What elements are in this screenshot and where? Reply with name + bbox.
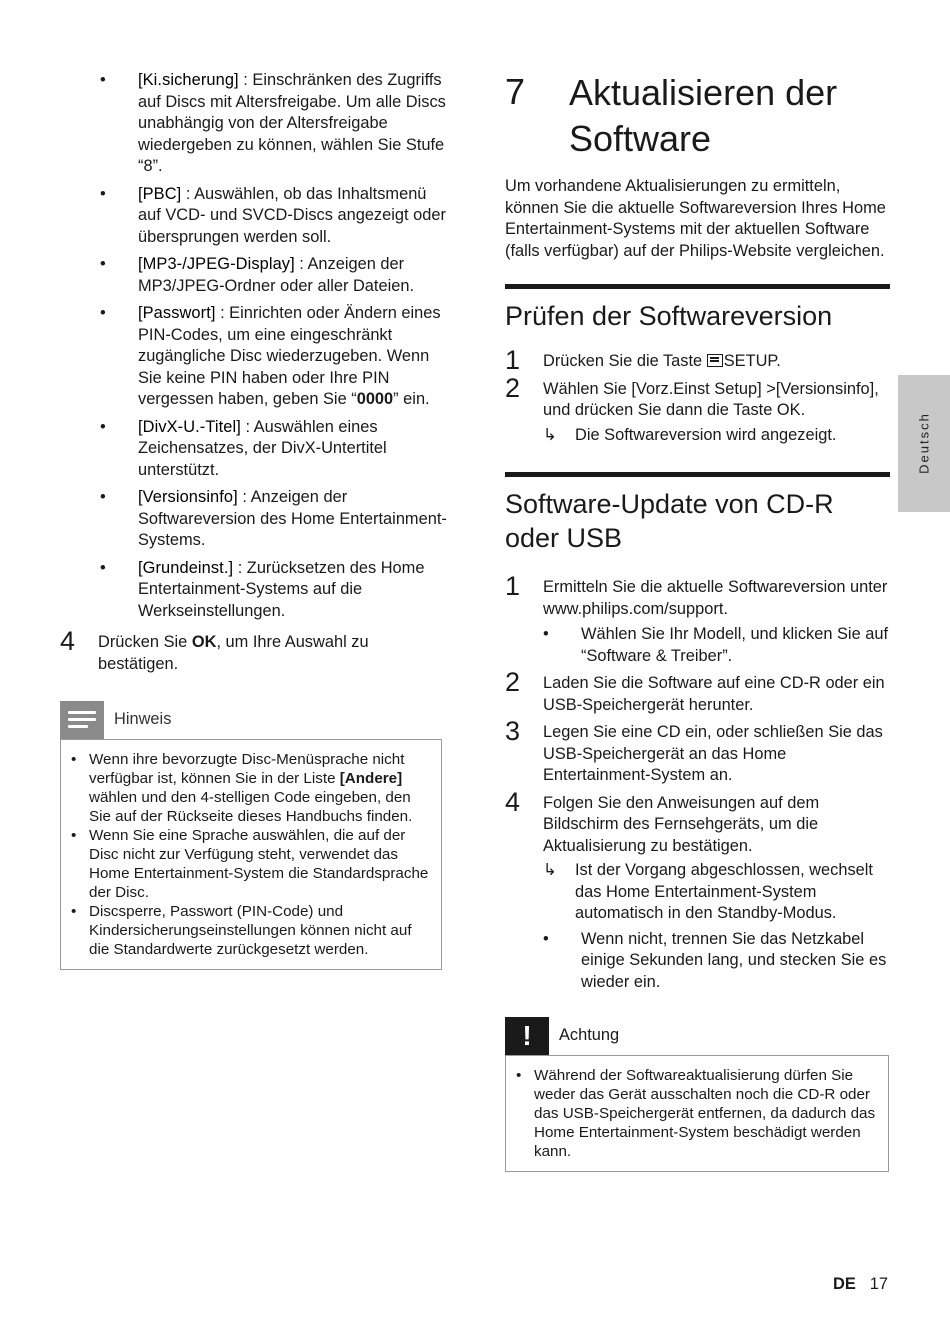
caution-header <box>505 1017 889 1056</box>
chapter-title: Aktualisieren der Software <box>569 72 838 159</box>
list-item: • [MP3-/JPEG-Display] : Anzeigen der MP3/JPEG-Ordner oder aller Dateien. <box>60 254 450 297</box>
step-number: 4 <box>60 626 76 656</box>
arrow-icon: ↳ <box>543 425 557 444</box>
step-4: 4 Drücken Sie OK, um Ihre Auswahl zu bestätigen. <box>60 626 369 673</box>
step-1: 1 Ermitteln Sie die aktuelle Softwareversion unter www.philips.com/support. • Wählen Sie Ihr Modell, und klicken Sie auf “Software & Treiber”. <box>505 577 890 667</box>
note-icon <box>60 701 104 739</box>
result-line: ↳ Die Softwareversion wird angezeigt. <box>543 425 890 447</box>
setup-icon <box>707 354 723 367</box>
list-item: • [Versionsinfo] : Anzeigen der Softwareversion des Home Entertainment-Systems. <box>60 487 450 552</box>
step-4: 4 Folgen Sie den Anweisungen auf dem Bildschirm des Fernsehgeräts, um die Aktualisierung zu bestätigen. ↳ Ist der Vorgang abgeschlossen, wechselt das Home Entertainment-System automatisch in den Standby-Modus. • Wenn nicht, trennen Sie das Netzkabel einige Sekunden lang, und stecken Sie es wieder ein. <box>505 793 890 994</box>
list-item: • [Grundeinst.] : Zurücksetzen des Home Entertainment-Systems auf die Werkseinstellungen. <box>60 558 450 623</box>
list-item: • [Passwort] : Einrichten oder Ändern eines PIN-Codes, um eine eingeschränkt zugängliche Disc wiederzugeben. Wenn Sie keine PIN haben oder Ihre PIN vergessen haben, geben Sie “0000” ein. <box>60 303 450 411</box>
caution-body <box>505 1056 889 1172</box>
footer-language: DE <box>832 1275 856 1293</box>
sub-bullet: • Wenn nicht, trennen Sie das Netzkabel einige Sekunden lang, und stecken Sie es wieder ein. <box>543 929 890 994</box>
warning-icon: ! <box>505 1017 549 1055</box>
note-box <box>60 701 442 970</box>
page-footer <box>833 1275 888 1294</box>
left-column <box>60 70 450 970</box>
caution-title: Achtung <box>559 1026 620 1044</box>
caution-box <box>505 1017 889 1172</box>
list-item: • [PBC] : Auswählen, ob das Inhaltsmenü auf VCD- und SVCD-Discs angezeigt oder übersprungen werden soll. <box>60 184 450 249</box>
result-line: ↳ Ist der Vorgang abgeschlossen, wechselt das Home Entertainment-System automatisch in den Standby-Modus. <box>543 861 873 922</box>
step-2: 2 Laden Sie die Software auf eine CD-R oder ein USB-Speichergerät herunter. <box>505 667 885 714</box>
section-title-check-version: Prüfen der Softwareversion <box>505 284 890 333</box>
intro-paragraph: Um vorhandene Aktualisierungen zu ermitteln, können Sie die aktuelle Softwareversion Ihres Home Entertainment-Systems mit der aktuellen Software (falls verfügbar) auf der Philips-Website vergleichen. <box>505 177 886 260</box>
caution-item: • Während der Softwareaktualisierung dürfen Sie weder das Gerät ausschalten noch die CD-R oder das USB-Speichergerät entfernen, da dadurch das Home Entertainment-System beschädigt werden kann. <box>516 1066 878 1161</box>
step-2: 2 Wählen Sie [Vorz.Einst Setup] >[Versionsinfo], und drücken Sie dann die Taste OK. ↳ Die Softwareversion wird angezeigt. <box>505 379 890 447</box>
step-1: 1 Drücken Sie die Taste SETUP. <box>505 345 781 375</box>
right-column <box>505 70 890 1172</box>
note-title: Hinweis <box>114 710 172 728</box>
note-body <box>60 740 442 970</box>
note-item: • Wenn ihre bevorzugte Disc-Menüsprache nicht verfügbar ist, können Sie in der Liste [Andere] wählen und den 4-stelligen Code eingeben, den Sie auf der Rückseite dieses Handbuchs finden. <box>71 750 431 826</box>
chapter-heading <box>505 70 890 162</box>
note-item: • Discsperre, Passwort (PIN-Code) und Kindersicherungseinstellungen können nicht auf die Standardwerte zurückgesetzt werden. <box>71 902 431 959</box>
list-item: • [Ki.sicherung] : Einschränken des Zugriffs auf Discs mit Altersfreigabe. Um alle Discs unabhängig von der Altersfreigabe wiedergeben zu können, wählen Sie Stufe “8”. <box>60 70 450 178</box>
list-item: • [DivX-U.-Titel] : Auswählen eines Zeichensatzes, der DivX-Untertitel unterstützt. <box>60 417 450 482</box>
arrow-icon: ↳ <box>543 861 557 879</box>
note-header <box>60 701 442 740</box>
chapter-number: 7 <box>505 71 526 112</box>
sub-bullet: • Wählen Sie Ihr Modell, und klicken Sie auf “Software & Treiber”. <box>543 624 890 667</box>
note-item: • Wenn Sie eine Sprache auswählen, die auf der Disc nicht zur Verfügung steht, verwendet das Home Entertainment-System die Standardsprache der Disc. <box>71 826 431 902</box>
page-number: 17 <box>869 1275 888 1293</box>
settings-list <box>60 70 450 622</box>
step-3: 3 Legen Sie eine CD ein, oder schließen Sie das USB-Speichergerät an das Home Entertainment-System an. <box>505 716 883 784</box>
language-side-tab: Deutsch <box>898 375 950 512</box>
section-title-update: Software-Update von CD-R oder USB <box>505 472 890 555</box>
